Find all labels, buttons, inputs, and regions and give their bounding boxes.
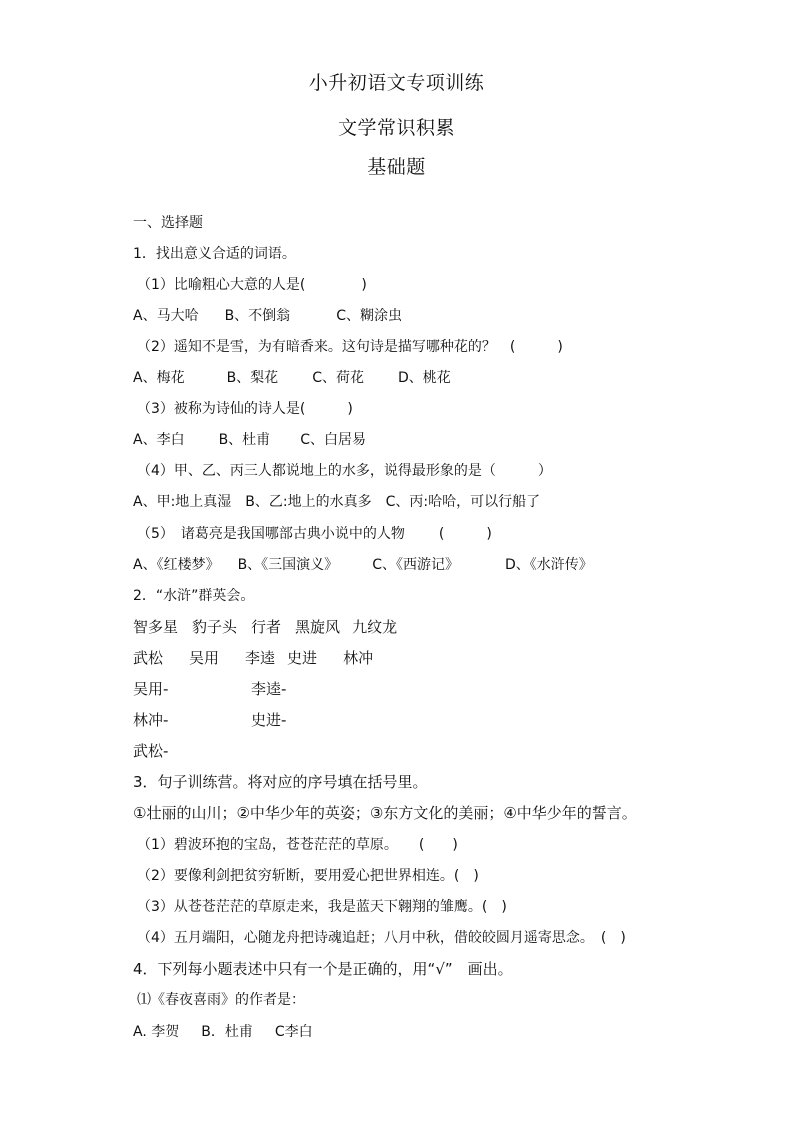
option: D、《水浒传》 <box>504 557 593 573</box>
q1-sub5-text: （5） 诸葛亮是我国哪部古典小说中的人物 <box>137 526 405 542</box>
q1-sub3-question: （3）被称为诗仙的诗人是( ) <box>137 401 353 417</box>
nickname: 行者 <box>251 618 282 636</box>
option: A、甲:地上真湿 <box>133 494 232 510</box>
q3-item: （4）五月端阳，心随龙舟把诗魂追赶；八月中秋，借皎皎圆月遥寄思念。 ( ) <box>137 930 626 946</box>
q1-sub3-options <box>133 429 366 449</box>
option: C、丙:哈哈，可以行船了 <box>385 494 541 510</box>
match-a: 吴用- <box>133 680 169 698</box>
q2-names <box>133 647 373 668</box>
question-2-stem: 2．“水浒”群英会。 <box>133 588 255 604</box>
q1-sub5-options <box>133 554 593 574</box>
hero-name: 史进 <box>287 649 318 667</box>
document-title: 小升初语文专项训练 <box>308 72 485 94</box>
option: B、《三国演义》 <box>237 557 339 573</box>
option: C、荷花 <box>312 370 364 386</box>
q1-sub1-options <box>133 305 402 325</box>
q3-item: （3）从苍苍茫茫的草原走来，我是蓝天下翱翔的雏鹰。( ) <box>137 899 507 915</box>
option: A. 李贺 <box>133 1024 180 1040</box>
option: A、《红楼梦》 <box>133 557 220 573</box>
hero-name: 武松 <box>133 649 164 667</box>
nickname: 智多星 <box>133 618 179 636</box>
nickname: 九纹龙 <box>352 618 398 636</box>
option: B、不倒翁 <box>224 308 291 324</box>
q1-sub4-options <box>133 491 540 511</box>
question-4-stem: 4．下列每小题表述中只有一个是正确的，用“√” 画出。 <box>133 960 513 978</box>
difficulty-heading: 基础题 <box>367 156 426 178</box>
q4-sub1-options <box>133 1021 313 1041</box>
question-3-stem: 3．句子训练营。将对应的序号填在括号里。 <box>133 773 428 791</box>
option: B、乙:地上的水真多 <box>245 494 372 510</box>
option: B、梨花 <box>226 370 279 386</box>
match-e: 武松- <box>133 742 169 760</box>
match-b: 李逵- <box>251 680 287 698</box>
match-d: 史进- <box>251 711 287 729</box>
hero-name: 李逵 <box>245 649 276 667</box>
q3-choices: ①壮丽的山川；②中华少年的英姿；③东方文化的美丽；④中华少年的誓言。 <box>133 804 637 822</box>
hero-name: 林冲 <box>343 649 374 667</box>
option: B、杜甫 <box>218 432 271 448</box>
option: C、《西游记》 <box>372 557 459 573</box>
option: A、马大哈 <box>133 308 199 324</box>
q1-sub2-options <box>133 367 451 387</box>
hero-name: 吴用 <box>189 649 220 667</box>
option: C李白 <box>274 1024 313 1040</box>
answer-paren: ( ) <box>438 526 492 542</box>
question-1-stem: 1．找出意义合适的词语。 <box>133 246 296 262</box>
q3-item: （2）要像利剑把贫穷斩断，要用爱心把世界相连。( ) <box>137 868 479 884</box>
section-heading: 一、选择题 <box>133 215 203 231</box>
q2-nicknames <box>133 616 397 637</box>
q4-sub1-question: ⑴《春夜喜雨》的作者是： <box>137 992 305 1008</box>
q3-item: （1）碧波环抱的宝岛，苍苍茫茫的草原。 ( ) <box>137 837 458 853</box>
option: C、糊涂虫 <box>336 308 402 324</box>
option: B．杜甫 <box>201 1024 253 1040</box>
q1-sub4-question: （4）甲、乙、丙三人都说地上的水多，说得最形象的是（ ） <box>137 463 552 479</box>
q1-sub1-question: （1）比喻粗心大意的人是( ) <box>137 277 367 293</box>
option: C、白居易 <box>300 432 366 448</box>
match-c: 林冲- <box>133 711 169 729</box>
nickname: 豹子头 <box>192 618 238 636</box>
option: A、梅花 <box>133 370 185 386</box>
option: A、李白 <box>133 432 185 448</box>
nickname: 黑旋风 <box>295 618 341 636</box>
q1-sub2-question: （2）遥知不是雪，为有暗香来。这句诗是描写哪种花的？ ( ) <box>137 339 563 355</box>
q1-sub5-question <box>137 523 492 543</box>
document-subtitle: 文学常识积累 <box>337 117 455 139</box>
option: D、桃花 <box>397 370 451 386</box>
